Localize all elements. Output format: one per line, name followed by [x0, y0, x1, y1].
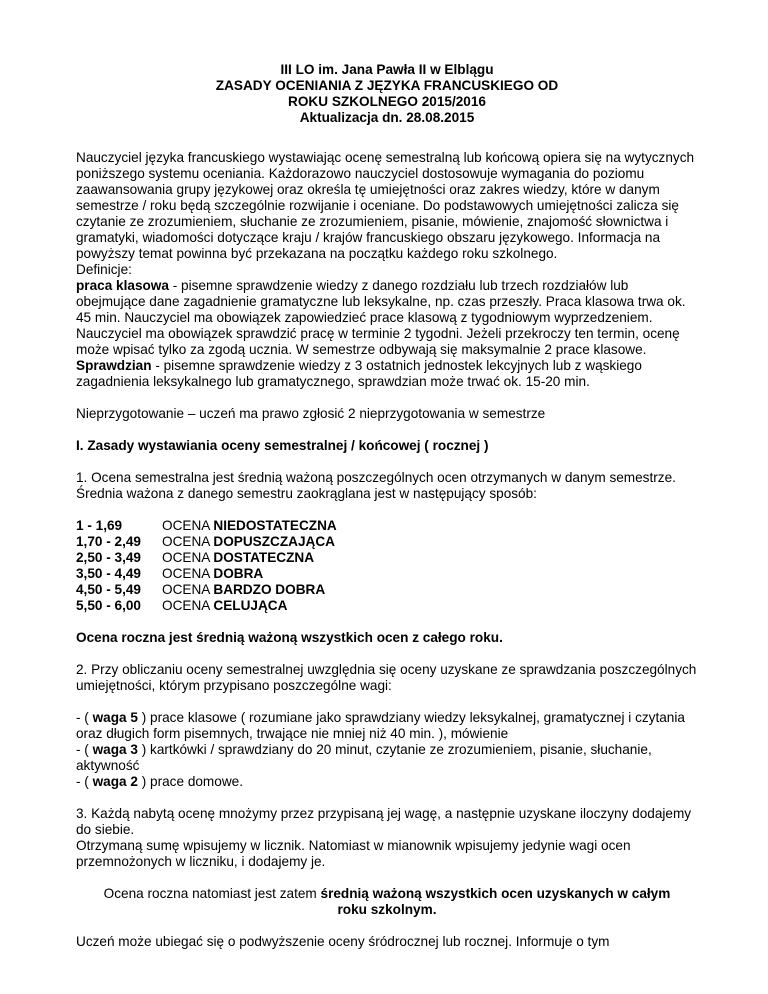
grade-range: 3,50 - 4,49 [76, 566, 141, 581]
annual-grade-statement [76, 630, 698, 646]
grade-prefix: OCENA [162, 566, 214, 581]
grade-range: 2,50 - 3,49 [76, 550, 141, 565]
grade-name: BARDZO DOBRA [213, 582, 326, 597]
grade-label [162, 582, 325, 598]
point2-paragraph: 2. Przy obliczaniu oceny semestralnej uwzględnia się oceny uzyskane ze sprawdzania poszczególnych umiejętności, którym przypisano poszczególne wagi: [76, 662, 697, 693]
annual-grade-summary [76, 886, 698, 918]
school-name: III LO im. Jana Pawła II w Elblągu [280, 62, 494, 77]
intro-paragraph [76, 150, 698, 390]
grade-raise-paragraph: Uczeń może ubiegać się o podwyższenie oceny śródrocznej lub rocznej. Informuje o tym [76, 934, 610, 949]
annual-grade-bold: Ocena roczna jest średnią ważoną wszystkich ocen z całego roku. [76, 630, 503, 645]
weight-label: waga 3 [92, 742, 138, 757]
weight-description: ) kartkówki / sprawdziany do 20 minut, czytanie ze zrozumieniem, pisanie, słuchanie, aktywność [76, 742, 652, 773]
point3-text-b: Otrzymaną sumę wpisujemy w licznik. Natomiast w mianownik wpisujemy jedynie wagi ocen przemnożonych w liczniku, i dodajemy je. [76, 838, 631, 869]
grade-row [76, 566, 698, 582]
update-date: Aktualizacja dn. 28.08.2015 [299, 110, 475, 125]
point1-paragraph: 1. Ocena semestralna jest średnią ważoną poszczególnych ocen otrzymanych w danym semestrze. Średnia ważona z danego semestru zaokrąglana jest w następujący sposób: [76, 470, 676, 501]
grade-name: CELUJĄCA [213, 598, 288, 613]
point3-text-a: 3. Każdą nabytą ocenę mnożymy przez przypisaną jej wagę, a następnie uzyskane iloczyny dodajemy do siebie. [76, 806, 692, 837]
definitions-label: Definicje: [76, 262, 132, 277]
nieprzygotowanie-rule: Nieprzygotowanie – uczeń ma prawo zgłosić 2 nieprzygotowania w semestrze [76, 406, 546, 421]
weight-prefix: - ( [76, 774, 93, 789]
grade-prefix: OCENA [162, 534, 214, 549]
sprawdzian-definition: - pisemne sprawdzenie wiedzy z 3 ostatnich jednostek lekcyjnych lub z wąskiego zagadnienia leksykalnego lub gramatycznego, sprawdzian może trwać ok. 15-20 min. [76, 358, 642, 389]
grade-name: DOBRA [213, 566, 264, 581]
grade-label [162, 518, 337, 534]
grade-prefix: OCENA [162, 598, 214, 613]
grade-scale-table [76, 518, 698, 614]
grade-name: DOPUSZCZAJĄCA [213, 534, 335, 549]
weights-list [76, 710, 698, 790]
weight-label: waga 2 [92, 774, 138, 789]
section1-heading-text: I. Zasady wystawiania oceny semestralnej / końcowej ( rocznej ) [76, 438, 489, 453]
grade-label [162, 534, 335, 550]
grade-name: NIEDOSTATECZNA [213, 518, 337, 533]
annual-summary-text: Ocena roczna natomiast jest zatem [103, 886, 321, 901]
grade-range: 5,50 - 6,00 [76, 598, 141, 613]
grade-label [162, 598, 287, 614]
document-header [76, 62, 698, 126]
grade-range: 4,50 - 5,49 [76, 582, 141, 597]
grade-range: 1,70 - 2,49 [76, 534, 141, 549]
grade-range: 1 - 1,69 [76, 518, 123, 533]
grade-row [76, 598, 698, 614]
annual-summary-bold: średnią ważoną wszystkich ocen uzyskanych w całym roku szkolnym. [320, 886, 671, 917]
document-title-line2: ROKU SZKOLNEGO 2015/2016 [288, 94, 486, 109]
intro-text: Nauczyciel języka francuskiego wystawiając ocenę semestralną lub końcową opiera się na wytycznych poniższego systemu oceniania. Każdorazowo nauczyciel dostosowuje wymagania do poziomu zaawansowania grupy językowej oraz określa tę umiejętności oraz zakres wiedzy, które w danym semestrze / roku będą szczególnie rozwijanie i oceniane. Do podstawowych umiejętności zalicza się czytanie ze zrozumieniem, słuchanie ze zrozumieniem, pisanie, mówienie, znajomość słownictwa i gramatyki, wiadomości dotyczące kraju / krajów francuskiego obszaru językowego. Informacja na powyższy temat powinna być przekazana na początku każdego roku szkolnego. [76, 150, 695, 261]
grade-row [76, 534, 698, 550]
grade-label [162, 550, 314, 566]
grade-row [76, 518, 698, 534]
weight-description: ) prace domowe. [137, 774, 243, 789]
grade-row [76, 582, 698, 598]
grade-name: DOSTATECZNA [213, 550, 315, 565]
weight-prefix: - ( [76, 710, 93, 725]
weight-description: ) prace klasowe ( rozumiane jako sprawdziany wiedzy leksykalnej, gramatycznej i czytania oraz długich form pisemnych, trwające nie mniej niż 40 min. ), mówienie [76, 710, 685, 741]
document-title-line1: ZASADY OCENIANIA Z JĘZYKA FRANCUSKIEGO OD [215, 78, 559, 93]
praca-klasowa-term: praca klasowa [76, 278, 169, 293]
weight-label: waga 5 [92, 710, 138, 725]
grade-row [76, 550, 698, 566]
grade-prefix: OCENA [162, 582, 214, 597]
point3-paragraph [76, 806, 698, 870]
weight-prefix: - ( [76, 742, 93, 757]
section1-heading [76, 438, 698, 454]
grade-prefix: OCENA [162, 518, 214, 533]
praca-klasowa-definition: - pisemne sprawdzenie wiedzy z danego rozdziału lub trzech rozdziałów lub obejmujące dane zagadnienie gramatyczne lub leksykalne, np. czas przeszły. Praca klasowa trwa ok. 45 min. Nauczyciel ma obowiązek zapowiedzieć prace klasową z tygodniowym wyprzedzeniem. Nauczyciel ma obowiązek sprawdzić pracę w terminie 2 tygodni. Jeżeli przekroczy ten termin, ocenę może wpisać tylko za zgodą ucznia. W semestrze odbywają się maksymalnie 2 prace klasowe. [76, 278, 686, 357]
grade-label [162, 566, 263, 582]
sprawdzian-term: Sprawdzian [76, 358, 152, 373]
grade-prefix: OCENA [162, 550, 214, 565]
